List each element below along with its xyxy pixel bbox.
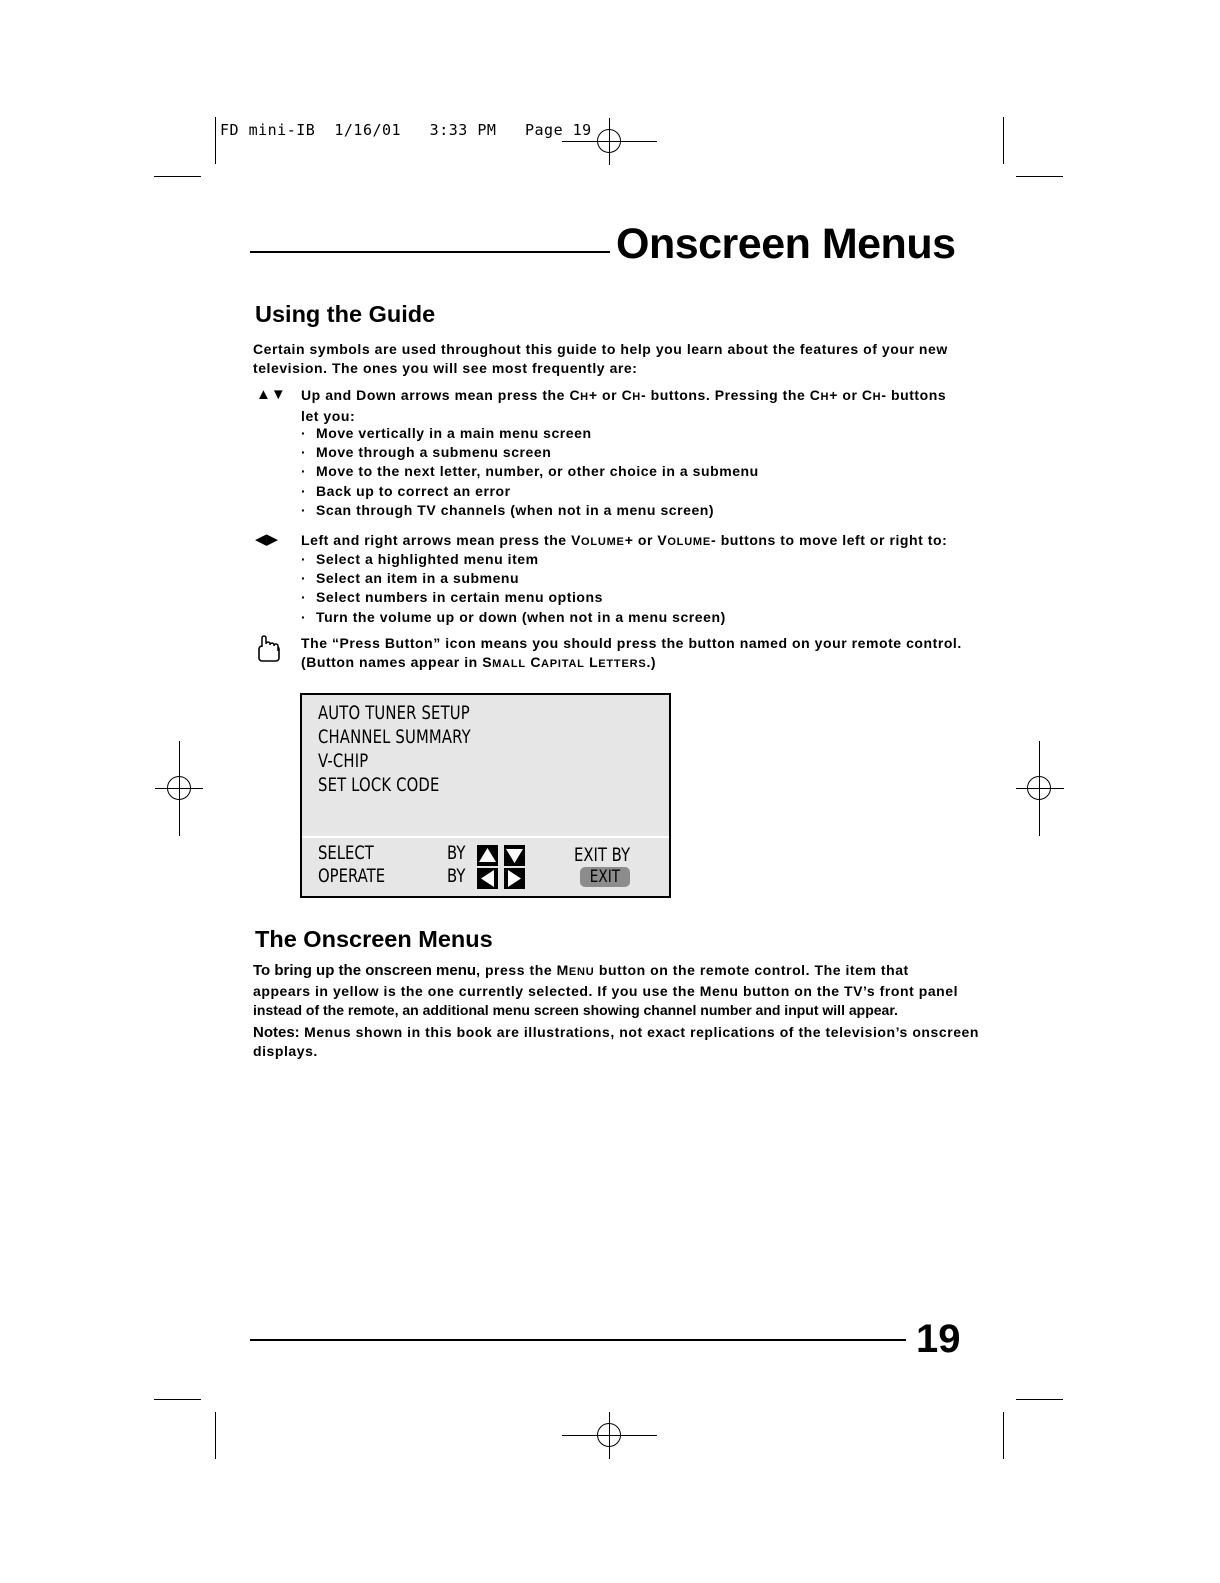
crop-mark	[215, 117, 216, 164]
right-arrow-key-icon	[504, 868, 525, 889]
leftright-description: Left and right arrows mean press the VOLUME+ or VOLUME- buttons to move left or right to:	[301, 532, 948, 548]
list-item: · Move to the next letter, number, or other choice in a submenu	[301, 462, 759, 481]
print-slug: FD mini-IB 1/16/01 3:33 PM Page 19	[220, 121, 592, 139]
menu-item-list	[318, 701, 514, 797]
crop-mark	[1003, 117, 1004, 164]
list-item: · Select a highlighted menu item	[301, 550, 726, 569]
crop-mark	[154, 1399, 201, 1400]
crop-mark	[215, 1412, 216, 1459]
press-button-hand-icon	[256, 635, 282, 663]
by-label: BY	[447, 842, 466, 864]
list-item: · Back up to correct an error	[301, 482, 759, 501]
up-arrow-key-icon	[477, 845, 498, 866]
operate-label: OPERATE	[318, 865, 386, 887]
page-title: Onscreen Menus	[616, 220, 956, 268]
title-rule	[250, 251, 610, 253]
crop-mark	[1003, 1412, 1004, 1459]
list-item: · Select an item in a submenu	[301, 569, 726, 588]
intro-paragraph: Certain symbols are used throughout this guide to help you learn about the features of your new television. The ones you will see most frequently are:	[253, 341, 948, 376]
list-item: · Move through a submenu screen	[301, 443, 759, 462]
menu-divider	[302, 836, 669, 838]
menu-item: CHANNEL SUMMARY	[318, 726, 471, 748]
leftright-bullet-list	[301, 550, 726, 627]
left-right-arrows-icon: ◀▶	[255, 531, 279, 548]
left-arrow-key-icon	[477, 868, 498, 889]
down-arrow-key-icon	[504, 845, 525, 866]
crop-mark	[1016, 1399, 1063, 1400]
list-item: · Turn the volume up or down (when not in a menu screen)	[301, 608, 726, 627]
up-down-arrows-icon: ▲▼	[256, 386, 286, 403]
menu-item: V-CHIP	[318, 750, 369, 772]
by-label: BY	[447, 865, 466, 887]
menu-item: AUTO TUNER SETUP	[318, 702, 470, 724]
list-item: · Scan through TV channels (when not in a menu screen)	[301, 501, 759, 520]
updown-bullet-list	[301, 424, 759, 520]
crop-mark	[1016, 176, 1063, 177]
list-item: · Move vertically in a main menu screen	[301, 424, 759, 443]
footer-rule	[250, 1339, 906, 1341]
updown-description: Up and Down arrows mean press the CH+ or CH- buttons. Pressing the CH+ or CH- buttons let you:	[301, 387, 947, 424]
page-number: 19	[916, 1317, 961, 1361]
onscreen-menu-illustration	[300, 693, 671, 898]
select-label: SELECT	[318, 842, 374, 864]
exit-button-graphic: EXIT	[580, 867, 630, 887]
list-item: · Select numbers in certain menu options	[301, 588, 726, 607]
onscreen-paragraph: To bring up the onscreen menu, press the MENU button on the remote control. The item that appears in yellow is the one currently selected. If you use the Menu button on the TV’s front panel instead of the remote, an additional menu screen showing channel number and input will appear.	[253, 962, 959, 1018]
exit-by-label: EXIT BY	[574, 844, 631, 866]
crop-mark	[154, 176, 201, 177]
menu-item: SET LOCK CODE	[318, 774, 440, 796]
press-button-description: The “Press Button” icon means you should press the button named on your remote control. (Button names appear in SMALL CAPITAL LETTERS.)	[301, 635, 962, 670]
section-heading-using-guide: Using the Guide	[255, 301, 436, 327]
section-heading-onscreen-menus: The Onscreen Menus	[255, 926, 493, 952]
notes-paragraph: Notes: Menus shown in this book are illustrations, not exact replications of the television’s onscreen displays.	[253, 1024, 979, 1059]
